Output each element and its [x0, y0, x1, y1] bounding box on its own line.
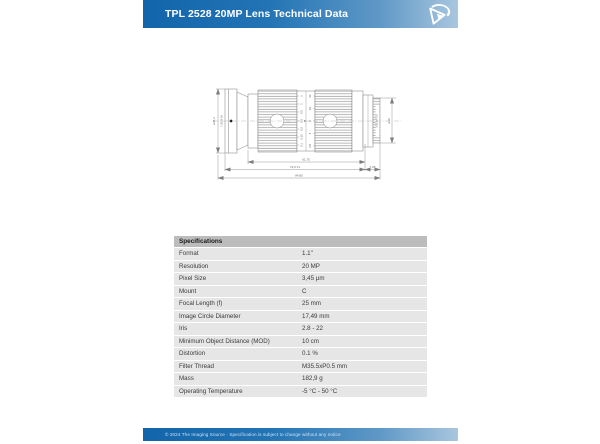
spec-value: M35.5xP0.5 mm — [302, 362, 348, 370]
spec-label: Iris — [179, 325, 188, 332]
spec-value: 182,9 g — [302, 375, 323, 382]
spec-label: Focal Length (f) — [179, 300, 223, 307]
table-row — [174, 311, 427, 323]
filter-thread-label: M35.5×P0.5 — [375, 114, 379, 128]
table-row — [174, 373, 427, 385]
spec-value: 20 MP — [302, 262, 320, 270]
svg-text:2.8: 2.8 — [308, 144, 312, 148]
specifications-table — [174, 236, 427, 397]
svg-text:0.15: 0.15 — [300, 134, 304, 140]
dim-length-mid-label: 74,6 ±1 — [290, 165, 300, 170]
spec-label: Distortion — [179, 350, 206, 357]
spec-label: Mass — [179, 375, 194, 382]
footer-bar — [143, 428, 458, 441]
spec-label: Format — [179, 250, 199, 257]
spec-value: 10 cm — [302, 337, 319, 345]
footer-text: © 2024 The Imaging Source · Specification is subject to change without any notice — [165, 432, 341, 437]
spec-label: Mount — [179, 287, 197, 295]
table-row — [174, 336, 427, 348]
spec-value: 0.1 % — [302, 350, 318, 357]
svg-text:1: 1 — [300, 103, 304, 105]
spec-value: C — [302, 287, 307, 295]
svg-text:22: 22 — [308, 94, 312, 98]
spec-value: 25 mm — [302, 300, 321, 307]
dim-length-front-label: 61,75 — [302, 157, 310, 162]
table-row — [174, 361, 427, 373]
front-diameter-label: ø39 — [387, 118, 391, 124]
spec-label: Resolution — [179, 262, 209, 270]
spec-label: Operating Temperature — [179, 387, 243, 395]
dim-total-label: 84,85 — [295, 173, 303, 178]
spec-value: -5 °C - 50 °C — [302, 387, 338, 395]
svg-text:∞: ∞ — [300, 95, 304, 97]
rear-diameter-label: ø45,3 — [212, 117, 216, 125]
spec-value: 2.8 - 22 — [302, 325, 323, 332]
document — [143, 0, 458, 444]
table-row — [174, 248, 427, 260]
spec-label: Minimum Object Distance (MOD) — [179, 337, 270, 345]
table-header: Specifications — [174, 236, 427, 247]
table-row — [174, 386, 427, 398]
page-title: TPL 2528 20MP Lens Technical Data — [165, 8, 349, 20]
spec-value: 1.1" — [302, 250, 313, 257]
mount-thread-label: 1-32UN-2A — [220, 115, 224, 127]
dim-front-ring-label: 7,05 — [369, 165, 376, 170]
svg-text:0.2: 0.2 — [300, 127, 304, 131]
lens-technical-drawing — [200, 80, 420, 190]
table-row — [174, 323, 427, 335]
svg-text:16: 16 — [308, 107, 312, 110]
imaging-source-logo-icon — [426, 2, 453, 26]
svg-text:0.1: 0.1 — [300, 143, 304, 147]
spec-value: 17,49 mm — [302, 312, 330, 320]
header-bar — [143, 0, 458, 28]
svg-text:0.3: 0.3 — [300, 119, 304, 123]
svg-text:0.5: 0.5 — [300, 110, 304, 114]
table-row — [174, 273, 427, 285]
table-row — [174, 298, 427, 310]
table-row — [174, 286, 427, 298]
svg-text:4: 4 — [308, 132, 312, 135]
spec-label: Image Circle Diameter — [179, 312, 241, 320]
spec-label: Filter Thread — [179, 362, 214, 370]
spec-label: Pixel Size — [179, 275, 207, 282]
table-row — [174, 261, 427, 273]
spec-value: 3,45 µm — [302, 275, 325, 282]
svg-text:8: 8 — [308, 120, 312, 122]
table-row — [174, 348, 427, 360]
